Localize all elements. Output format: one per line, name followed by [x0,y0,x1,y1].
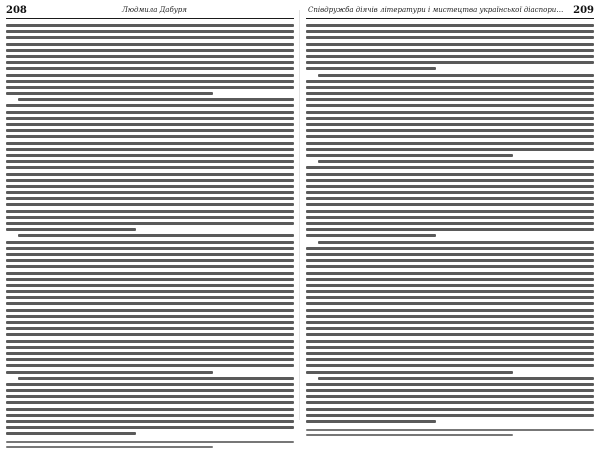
text-line [6,117,294,120]
text-line [306,296,594,299]
text-line [306,340,594,343]
text-line [306,352,594,355]
text-line [6,358,294,361]
text-line [6,401,294,404]
text-line [306,259,594,262]
text-line [6,346,294,349]
text-line [6,395,294,398]
right-page [306,0,594,428]
left-page-number: 208 [6,5,27,16]
text-line [306,197,594,200]
left-body-text [6,24,294,451]
text-line [6,210,294,213]
text-line [6,432,136,435]
text-line [306,228,594,231]
text-line [6,111,294,114]
text-line [306,49,594,52]
text-line [6,36,294,39]
text-line [306,420,436,423]
text-line [306,129,594,132]
text-line [6,420,294,423]
footnote-block [6,441,294,448]
text-line [306,36,594,39]
text-line [6,61,294,64]
text-line [6,253,294,256]
text-line [306,327,594,330]
text-line [6,302,294,305]
text-line [6,222,294,225]
text-line [6,129,294,132]
text-line [306,154,513,157]
text-line [6,272,294,275]
text-line [6,389,294,392]
text-line [306,117,594,120]
text-line [318,241,594,244]
text-line [306,86,594,89]
text-line [6,191,294,194]
text-line [6,123,294,126]
text-line [6,24,294,27]
text-line [6,327,294,330]
text-line [306,315,594,318]
text-line [6,154,294,157]
text-line [6,135,294,138]
text-line [6,30,294,33]
text-line [6,197,294,200]
text-line [306,284,594,287]
text-line [306,309,594,312]
text-line [306,142,594,145]
text-line [6,364,294,367]
text-line [306,401,594,404]
text-line [306,80,594,83]
text-line [6,80,294,83]
text-line [306,210,594,213]
text-line [306,179,594,182]
footnote-block [306,429,594,436]
text-line [306,278,594,281]
text-line [6,315,294,318]
text-line [6,185,294,188]
text-line [6,173,294,176]
gutter [299,10,300,420]
text-line [306,148,594,151]
text-line [306,414,594,417]
text-line [306,364,594,367]
text-line [6,371,213,374]
text-line [6,148,294,151]
text-line [6,160,294,163]
text-line [306,383,594,386]
right-body-text [306,24,594,438]
text-line [6,352,294,355]
text-line [306,43,594,46]
text-line [306,395,594,398]
left-running-head [6,6,294,19]
text-line [306,358,594,361]
text-line [6,383,294,386]
right-running-head-title: Співдружба діячів літератури і мистецтва української діаспори… [308,6,564,14]
text-line [6,284,294,287]
text-line [318,74,594,77]
text-line [306,272,594,275]
text-line [306,61,594,64]
text-line [306,24,594,27]
text-line [306,302,594,305]
right-running-head [306,6,594,19]
text-line [6,67,294,70]
text-line [6,179,294,182]
text-line [306,408,594,411]
text-line [6,228,136,231]
text-line [306,346,594,349]
text-line [6,309,294,312]
text-line [306,234,436,237]
text-line [6,408,294,411]
text-line [6,241,294,244]
text-line [6,278,294,281]
text-line [6,92,213,95]
text-line [6,142,294,145]
text-line [306,123,594,126]
text-line [6,203,294,206]
text-line [18,98,294,101]
text-line [306,265,594,268]
text-line [306,98,594,101]
text-line [306,55,594,58]
text-line [306,371,513,374]
text-line [306,222,594,225]
text-line [306,389,594,392]
text-line [18,377,294,380]
text-line [306,111,594,114]
text-line [6,321,294,324]
text-line [306,67,436,70]
left-running-head-title: Людмила Дабуря [122,6,187,14]
text-line [6,290,294,293]
text-line [6,86,294,89]
text-line [6,166,294,169]
text-line [306,203,594,206]
text-line [306,290,594,293]
text-line [306,321,594,324]
text-line [6,333,294,336]
text-line [318,377,594,380]
text-line [6,259,294,262]
right-page-number: 209 [573,5,594,16]
text-line [306,30,594,33]
text-line [6,104,294,107]
text-line [306,104,594,107]
text-line [306,185,594,188]
text-line [6,296,294,299]
text-line [6,55,294,58]
text-line [6,414,294,417]
text-line [18,234,294,237]
text-line [6,446,213,448]
text-line [306,92,594,95]
text-line [306,216,594,219]
text-line [306,247,594,250]
text-line [318,160,594,163]
left-page [6,0,294,428]
text-line [6,74,294,77]
text-line [306,166,594,169]
text-line [6,247,294,250]
text-line [6,265,294,268]
text-line [306,173,594,176]
text-line [6,216,294,219]
text-line [6,441,294,443]
text-line [306,429,594,431]
text-line [306,333,594,336]
text-line [6,340,294,343]
text-line [306,191,594,194]
text-line [306,135,594,138]
text-line [306,434,513,436]
text-line [6,43,294,46]
text-line [306,253,594,256]
text-line [6,49,294,52]
